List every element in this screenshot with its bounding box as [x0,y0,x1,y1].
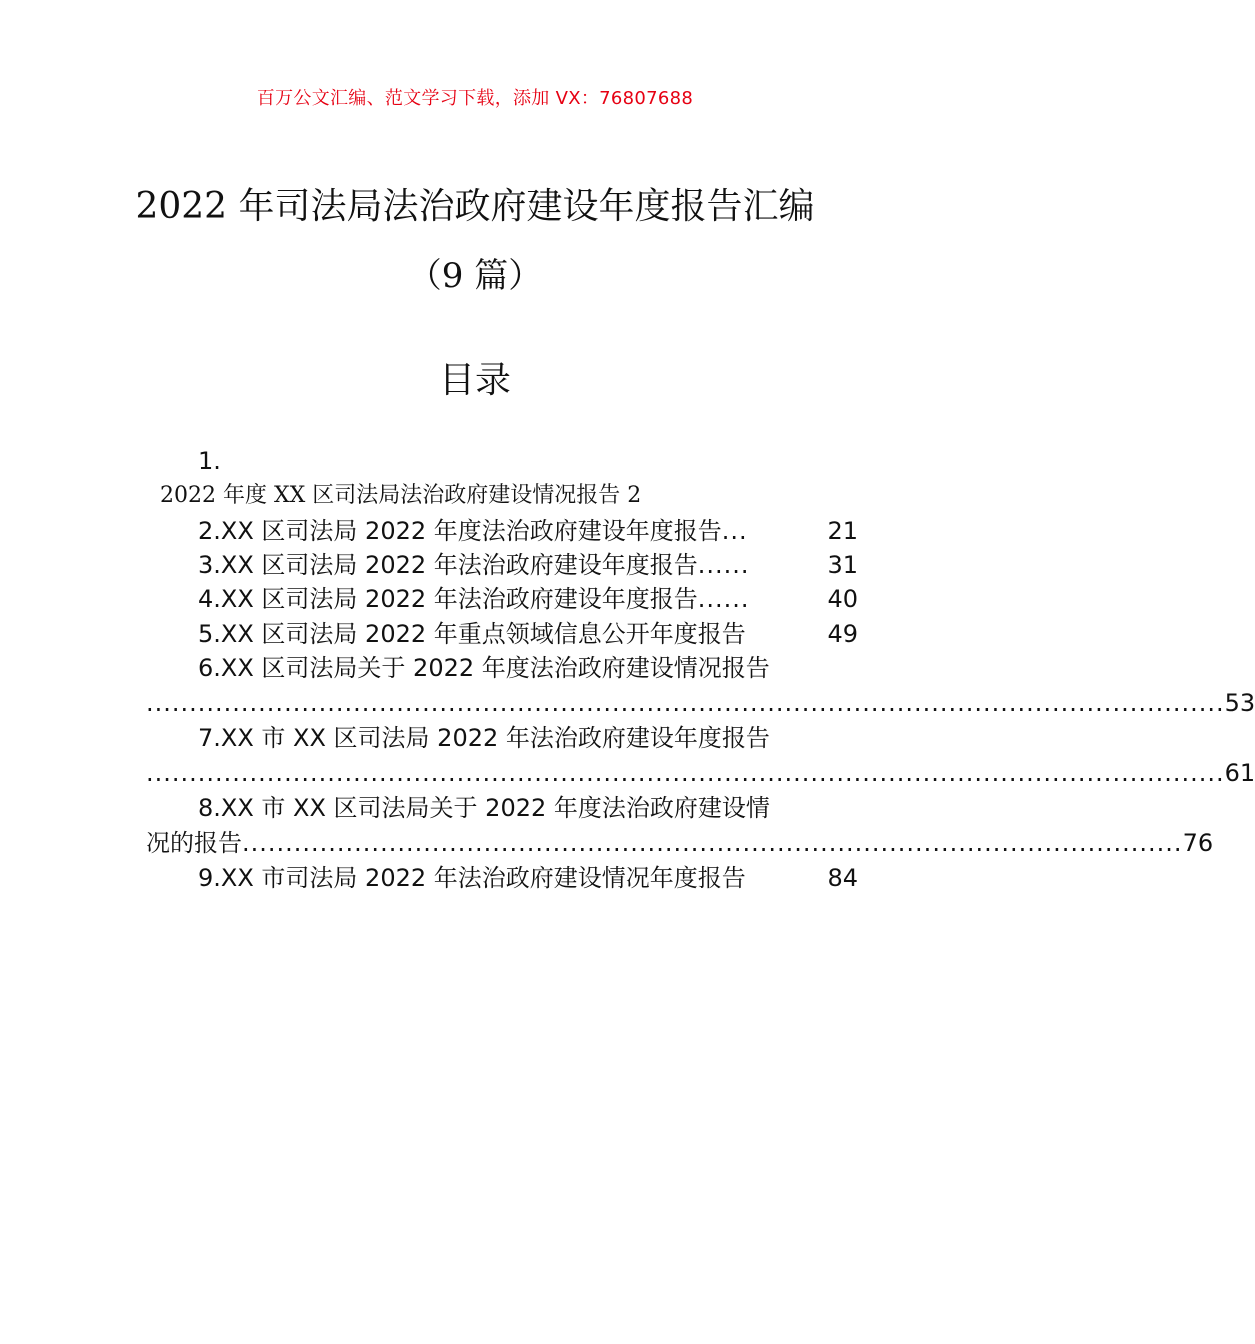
toc-number: 2. [198,517,221,545]
document-title: 2022 年司法局法治政府建设年度报告汇编 [135,186,815,227]
toc-leader-dots: ... [721,517,748,545]
toc-page: 76 [1182,829,1214,857]
toc-title: 2022 年度 XX 区司法局法治政府建设情况报告 [160,483,621,508]
toc-entry-7[interactable] [146,721,858,755]
toc-leader-dots: ...... [697,585,750,613]
toc-entry-7-leader[interactable] [146,756,1255,790]
toc-number: 3. [198,551,221,579]
toc-leader-dots: ............................................................................................................................. [146,689,1225,717]
toc-number: 7. [198,724,221,752]
toc-entry-6-leader[interactable] [146,686,1255,720]
toc-number: 4. [198,585,221,613]
toc-title: XX 市司法局 2022 年法治政府建设情况年度报告 [220,864,746,892]
toc-entry-9[interactable] [146,861,858,895]
toc-title: XX 区司法局关于 2022 年度法治政府建设情况报告 [220,654,770,682]
toc-page: 2 [627,483,642,508]
toc-title: XX 市 XX 区司法局关于 2022 年度法治政府建设情 [220,794,770,822]
toc-entry-5[interactable] [146,617,858,651]
toc-title: XX 区司法局 2022 年重点领域信息公开年度报告 [220,620,746,648]
toc-title: XX 区司法局 2022 年法治政府建设年度报告 [220,585,698,613]
toc-number: 8. [198,794,221,822]
toc-page: 84 [827,864,858,892]
toc-entry-1[interactable] [160,479,820,513]
toc-title: XX 区司法局 2022 年度法治政府建设年度报告 [220,517,722,545]
toc-entry-1-number[interactable] [146,444,858,478]
toc-number: 6. [198,654,221,682]
toc-leader-dots: ............................................................................................................. [242,829,1183,857]
toc-entry-8-continued[interactable] [146,826,1214,860]
document-subtitle: （9 篇） [407,256,543,296]
toc-page: 40 [827,585,858,613]
toc-leader-dots: ............................................................................................................................. [146,759,1225,787]
toc-entry-2[interactable] [146,514,858,548]
toc-entry-3[interactable] [146,548,858,582]
toc-number: 9. [198,864,221,892]
toc-page: 31 [827,551,858,579]
toc-entry-4[interactable] [146,582,858,616]
header-notice: 百万公文汇编、范文学习下载，添加 VX：76807688 [256,88,694,109]
toc-page: 49 [827,620,858,648]
toc-page: 61 [1224,759,1255,787]
toc-entry-8[interactable] [146,791,858,825]
toc-number: 5. [198,620,221,648]
toc-page: 21 [827,517,858,545]
toc-leader-dots: ...... [697,551,750,579]
toc-title: XX 区司法局 2022 年法治政府建设年度报告 [220,551,698,579]
toc-title: XX 市 XX 区司法局 2022 年法治政府建设年度报告 [220,724,770,752]
toc-title-continued: 况的报告 [146,829,242,857]
toc-entry-6[interactable] [146,651,858,685]
toc-heading: 目录 [438,360,511,401]
toc-page: 53 [1224,689,1255,717]
toc-number: 1. [198,447,221,475]
